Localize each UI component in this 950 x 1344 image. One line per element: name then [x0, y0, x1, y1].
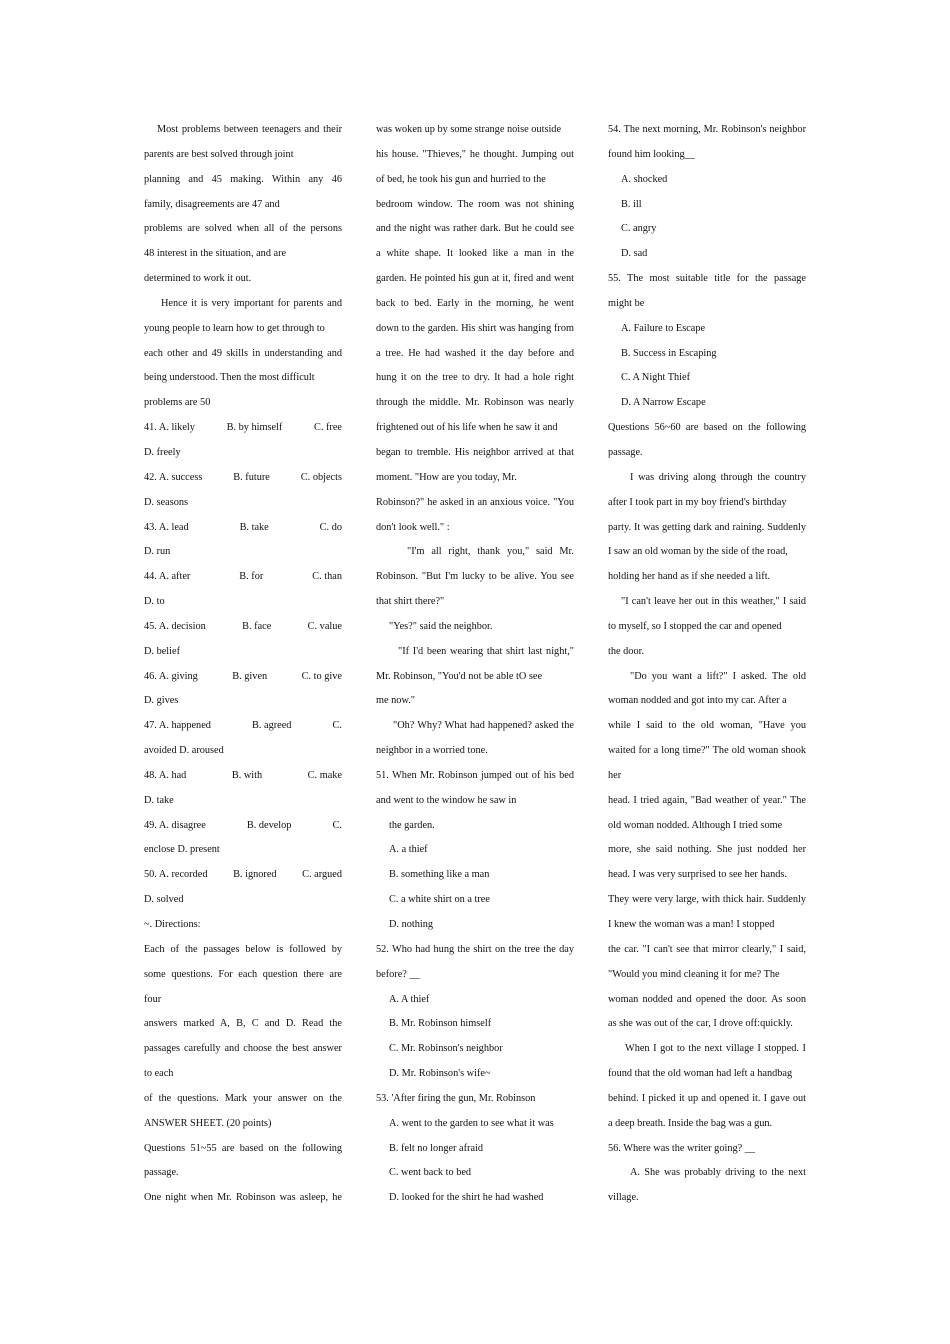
- text-line: a deep breath. Inside the bag was a gun.: [608, 1117, 773, 1129]
- text-line: a tree. He had washed it the day before and: [376, 347, 574, 359]
- answer-option: C. do: [319, 521, 342, 533]
- text-line: some questions. For each question there are: [144, 968, 342, 980]
- text-line: to myself, so I stopped the car and opened: [608, 620, 782, 632]
- text-line: four: [144, 993, 162, 1005]
- answer-option: C. than: [312, 571, 342, 583]
- text-line: A. went to the garden to see what it was: [389, 1117, 554, 1129]
- text-line: D. seasons: [144, 496, 189, 508]
- text-line: back to bed. Early in the morning, he went: [376, 297, 574, 309]
- text-line: D. run: [144, 546, 171, 558]
- text-line: party. It was getting dark and raining. Suddenly: [608, 521, 806, 533]
- text-line: 52. Who had hung the shirt on the tree the day: [376, 943, 574, 955]
- text-line: the door.: [608, 645, 645, 657]
- text-line: D. sad: [621, 248, 648, 260]
- answer-option: C.: [332, 720, 342, 732]
- answer-options-line: [144, 863, 342, 888]
- text-line: B. ill: [621, 198, 642, 210]
- text-line: behind. I picked it up and opened it. I gave out: [608, 1092, 806, 1104]
- text-line: head. I was very surprised to see her hands.: [608, 869, 787, 881]
- text-line: planning and 45 making. Within any 46: [144, 173, 342, 185]
- answer-options-line: [144, 416, 342, 441]
- text-line: family, disagreements are 47 and: [144, 198, 280, 210]
- answer-option: B. given: [232, 670, 268, 682]
- text-line: D. to: [144, 596, 165, 608]
- text-line: ANSWER SHEET. (20 points): [144, 1117, 272, 1129]
- text-line: 51. When Mr. Robinson jumped out of his bed: [376, 769, 574, 781]
- text-line: parents are best solved through joint: [144, 148, 294, 160]
- text-line: problems are 50: [144, 397, 211, 409]
- text-line: D. freely: [144, 446, 181, 458]
- text-line: A. She was probably driving to the next: [630, 1167, 806, 1179]
- answer-option: C. objects: [300, 471, 342, 483]
- text-line: after I took part in my boy friend's birthday: [608, 496, 787, 508]
- answer-options-line: [144, 665, 342, 690]
- text-line: me now.": [376, 695, 415, 707]
- text-line: A. A thief: [389, 993, 430, 1005]
- text-column-left: [144, 118, 342, 1211]
- answer-option: 43. A. lead: [144, 521, 189, 533]
- text-line: to each: [144, 1068, 174, 1080]
- text-line: "Oh? Why? What had happened? asked the: [393, 720, 574, 732]
- text-line: before? __: [376, 968, 420, 980]
- text-line: bedroom window. The room was not shining: [376, 198, 574, 210]
- text-line: that shirt there?": [376, 596, 445, 608]
- answer-options-line: [144, 565, 342, 590]
- answer-option: C.: [332, 819, 342, 831]
- text-line: while I said to the old woman, "Have you: [608, 720, 806, 732]
- answer-options-line: [144, 466, 342, 491]
- text-line: I saw an old woman by the side of the road,: [608, 546, 788, 558]
- answer-option: 46. A. giving: [144, 670, 198, 682]
- text-line: his house. "Thieves," he thought. Jumping out: [376, 148, 574, 160]
- text-line: neighbor in a worried tone.: [376, 745, 488, 757]
- text-line: frightened out of his life when he saw it and: [376, 422, 558, 434]
- answer-option: C. make: [307, 769, 342, 781]
- answer-option: 50. A. recorded: [144, 869, 208, 881]
- answer-option: B. for: [239, 571, 264, 583]
- answer-options-line: [144, 714, 342, 739]
- text-line: determined to work it out.: [144, 273, 252, 285]
- text-line: 48 interest in the situation, and are: [144, 248, 287, 260]
- text-line: young people to learn how to get through to: [144, 322, 325, 334]
- text-line: as she was out of the car, I drove off:quickly.: [608, 1018, 793, 1030]
- text-line: Questions 56~60 are based on the following: [608, 422, 806, 434]
- text-line: 54. The next morning, Mr. Robinson's neighbor: [608, 124, 806, 135]
- answer-option: C. to give: [301, 670, 342, 682]
- text-line: answers marked A, B, C and D. Read the: [144, 1018, 342, 1030]
- text-column-right: [608, 118, 806, 1211]
- text-line: B. Mr. Robinson himself: [389, 1018, 492, 1030]
- text-line: and the night was rather dark. But he could see: [376, 223, 574, 235]
- answer-option: 42. A. success: [144, 471, 203, 483]
- text-line: C. a white shirt on a tree: [389, 894, 490, 906]
- answer-option: B. future: [233, 471, 270, 483]
- text-line: might be: [608, 297, 645, 309]
- text-line: D. nothing: [389, 919, 434, 930]
- text-line: 53. 'After firing the gun, Mr. Robinson: [376, 1092, 536, 1104]
- text-line: garden. He pointed his gun at it, fired and went: [376, 273, 574, 285]
- answer-option: B. develop: [246, 819, 292, 831]
- text-line: "I can't leave her out in this weather," I said: [621, 596, 806, 608]
- text-line: A. Failure to Escape: [621, 322, 706, 334]
- answer-option: B. face: [242, 620, 272, 632]
- answer-option: B. ignored: [233, 869, 277, 881]
- text-line: Robinson. "But I'm lucky to be alive. You see: [376, 571, 574, 583]
- text-line: don't look well." :: [376, 521, 450, 533]
- answer-options-line: [144, 764, 342, 789]
- answer-option: B. agreed: [252, 720, 292, 732]
- text-line: "Yes?" said the neighbor.: [389, 620, 493, 632]
- text-line: D. gives: [144, 695, 179, 707]
- text-line: and went to the window he saw in: [376, 794, 517, 806]
- text-line: When I got to the next village I stopped. I: [625, 1043, 806, 1055]
- text-line: old woman nodded. Although I tried some: [608, 819, 783, 831]
- answer-option: 44. A. after: [144, 571, 191, 583]
- text-line: her: [608, 769, 622, 781]
- text-line: the garden.: [389, 819, 435, 831]
- text-line: 55. The most suitable title for the passage: [608, 273, 806, 285]
- text-line: holding her hand as if she needed a lift.: [608, 571, 771, 583]
- text-line: being understood. Then the most difficult: [144, 372, 315, 384]
- answer-option: 41. A. likely: [144, 422, 195, 434]
- text-line: problems are solved when all of the persons: [144, 223, 342, 235]
- text-line: waited for a long time?" The old woman shook: [608, 745, 806, 757]
- text-line: through the middle. Mr. Robinson was nearly: [376, 397, 574, 409]
- text-line: A. a thief: [389, 844, 428, 856]
- text-line: village.: [608, 1192, 639, 1204]
- text-line: B. felt no longer afraid: [389, 1142, 484, 1154]
- text-line: Most problems between teenagers and their: [157, 124, 342, 135]
- text-line: woman nodded and got into my car. After a: [608, 695, 787, 707]
- text-line: I was driving along through the country: [630, 471, 806, 483]
- answer-option: C. argued: [302, 869, 342, 881]
- text-line: D. A Narrow Escape: [621, 397, 706, 409]
- text-line: hung it on the tree to dry. It had a hole right: [376, 372, 574, 384]
- text-line: C. angry: [621, 223, 657, 235]
- text-line: passage.: [144, 1167, 179, 1179]
- answer-option: C. free: [313, 422, 342, 434]
- text-line: was woken up by some strange noise outside: [376, 124, 562, 135]
- answer-option: B. take: [239, 521, 269, 533]
- text-line: B. something like a man: [389, 869, 490, 881]
- text-line: "I'm all right, thank you," said Mr.: [407, 546, 574, 558]
- text-line: Robinson?" he asked in an anxious voice. "You: [376, 496, 574, 508]
- answer-option: 45. A. decision: [144, 620, 206, 632]
- text-line: 56. Where was the writer going? __: [608, 1142, 756, 1154]
- text-line: C. went back to bed: [389, 1167, 472, 1179]
- text-line: D. belief: [144, 645, 181, 657]
- text-line: a white shape. It looked like a man in the: [376, 248, 574, 260]
- answer-options-line: [144, 516, 342, 541]
- text-line: of the questions. Mark your answer on the: [144, 1092, 342, 1104]
- text-line: I knew the woman was a man! I stopped: [608, 919, 775, 930]
- text-line: Mr. Robinson, "You'd not be able tO see: [376, 670, 543, 682]
- text-line: each other and 49 skills in understanding and: [144, 347, 342, 359]
- text-line: enclose D. present: [144, 844, 220, 856]
- text-line: moment. "How are you today, Mr.: [376, 471, 517, 483]
- answer-option: 49. A. disagree: [144, 819, 206, 831]
- answer-option: B. by himself: [226, 422, 283, 434]
- text-line: D. solved: [144, 894, 184, 906]
- text-line: down to the garden. His shirt was hanging from: [376, 322, 574, 334]
- text-line: passages carefully and choose the best answer: [144, 1043, 342, 1055]
- text-line: One night when Mr. Robinson was asleep, he: [144, 1192, 342, 1204]
- text-line: B. Success in Escaping: [621, 347, 717, 359]
- text-line: D. Mr. Robinson's wife~: [389, 1068, 491, 1080]
- answer-options-line: [144, 615, 342, 640]
- text-line: They were very large, with thick hair. Suddenly: [608, 894, 806, 906]
- text-line: passage.: [608, 446, 643, 458]
- text-line: "Would you mind cleaning it for me? The: [608, 968, 780, 980]
- text-line: Each of the passages below is followed by: [144, 943, 342, 955]
- answer-options-line: [144, 814, 342, 839]
- text-line: "Do you want a lift?" I asked. The old: [630, 670, 806, 682]
- text-line: Hence it is very important for parents and: [161, 297, 342, 309]
- text-column-middle: [376, 118, 574, 1211]
- answer-option: 47. A. happened: [144, 720, 211, 732]
- text-line: of bed, he took his gun and hurried to the: [376, 173, 546, 185]
- answer-option: C. value: [307, 620, 342, 632]
- answer-option: B. with: [231, 769, 263, 781]
- text-line: ~. Directions:: [144, 919, 201, 930]
- text-line: found that the old woman had left a handbag: [608, 1068, 793, 1080]
- text-line: D. looked for the shirt he had washed: [389, 1192, 544, 1204]
- text-line: Questions 51~55 are based on the following: [144, 1142, 342, 1154]
- text-line: C. Mr. Robinson's neighbor: [389, 1043, 503, 1055]
- text-line: woman nodded and opened the door. As soon: [608, 993, 806, 1005]
- text-line: A. shocked: [621, 173, 668, 185]
- text-line: head. I tried again, "Bad weather of year." The: [608, 794, 806, 806]
- answer-option: 48. A. had: [144, 769, 187, 781]
- text-line: began to tremble. His neighbor arrived at that: [376, 446, 574, 458]
- text-line: avoided D. aroused: [144, 745, 224, 757]
- text-line: found him looking__: [608, 148, 695, 160]
- text-line: "If I'd been wearing that shirt last night,": [398, 645, 574, 657]
- text-line: the car. "I can't see that mirror clearly," I said,: [608, 943, 806, 955]
- text-line: C. A Night Thief: [621, 372, 691, 384]
- text-line: more, she said nothing. She just nodded her: [608, 844, 806, 856]
- text-line: D. take: [144, 794, 174, 806]
